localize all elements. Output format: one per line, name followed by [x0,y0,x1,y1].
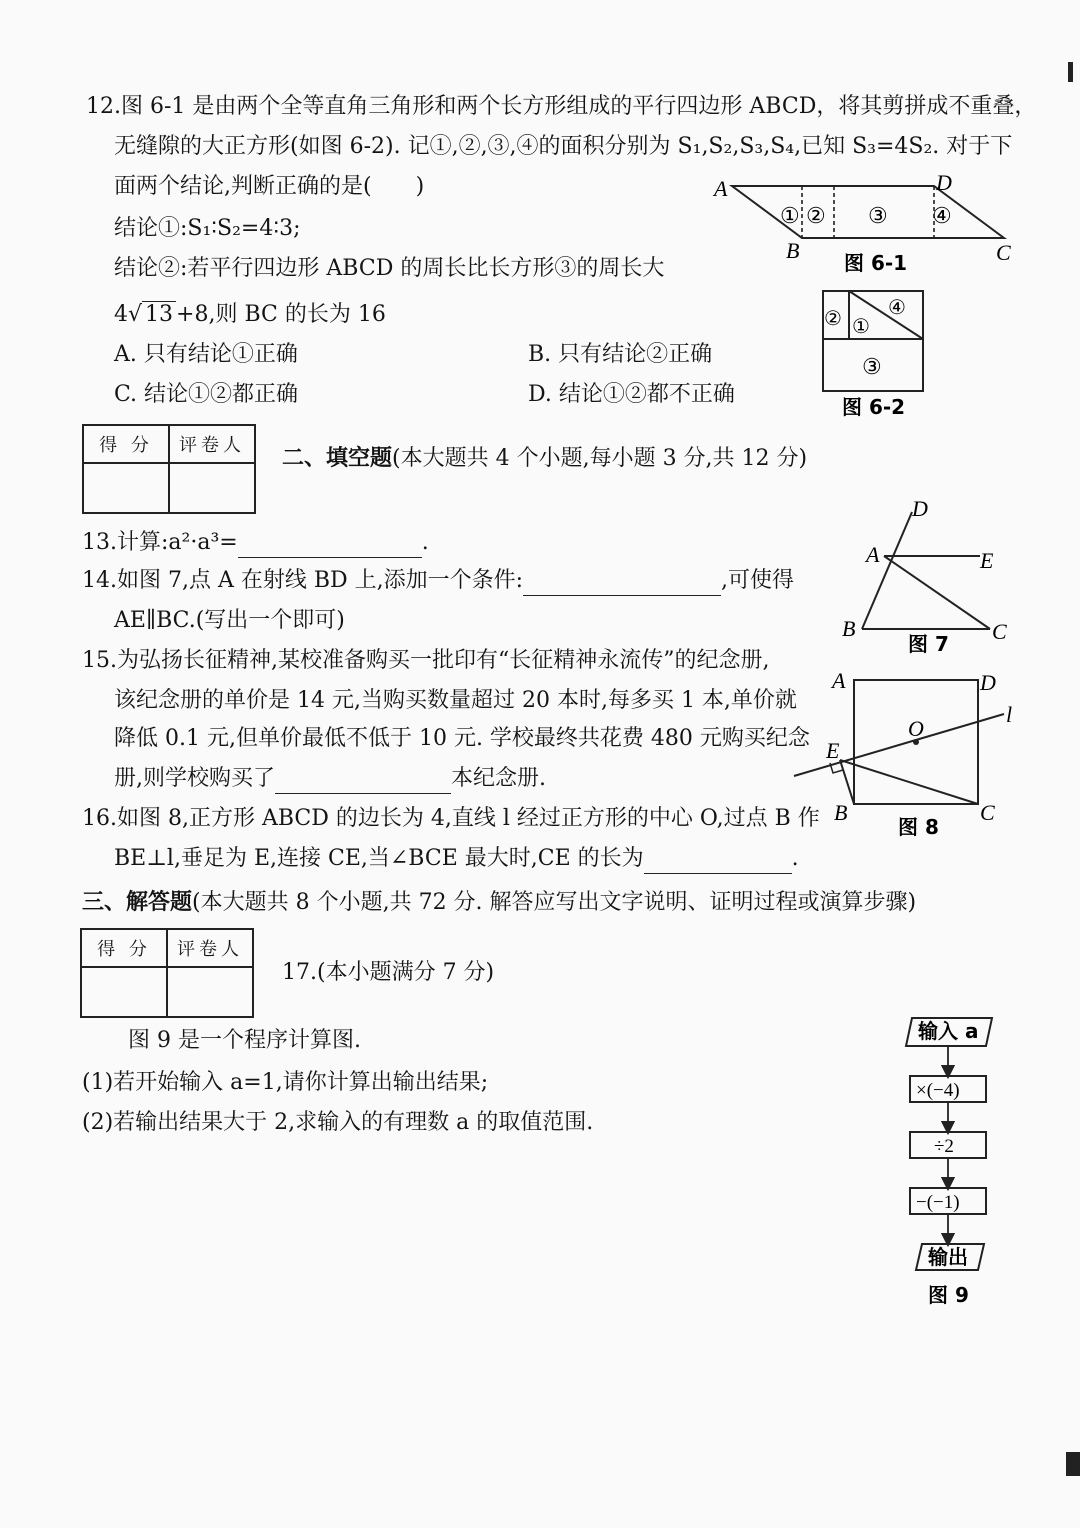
q12-radicand: 13 [142,301,176,327]
fig61-caption: 图 6-1 [844,251,908,275]
score-cell[interactable] [81,967,167,1017]
score-table-section-3 [80,928,254,1018]
fig7-label-a: A [866,542,880,567]
q12-line-3: 面两个结论,判断正确的是( ) [114,174,425,199]
q15-line-1: 15.为弘扬长征精神,某校准备购买一批印有“长征精神永流传”的纪念册, [82,648,770,673]
flow-output-label: 输出 [928,1245,968,1269]
q14-line-1 [82,566,794,596]
scan-edge-mark-bottom [1066,1452,1080,1476]
segment-be [840,760,854,804]
q15-answer-blank[interactable] [275,771,451,794]
fig61-label-a: A [714,176,728,201]
q14-text: 14.如图 7,点 A 在射线 BD 上,添加一个条件: [82,568,524,593]
section-3-title: 三、解答题 [82,890,193,915]
q14-line-2: AE∥BC.(写出一个即可) [114,608,345,633]
q12-option-d: D. 结论①②都不正确 [528,382,735,407]
section-2-note: (本大题共 4 个小题,每小题 3 分,共 12 分) [392,446,808,471]
fig8-label-d: D [980,670,996,695]
fig62-region-2: ② [824,308,842,330]
grader-cell[interactable] [167,967,253,1017]
q14-text-end: ,可使得 [721,568,795,593]
q12-option-a: A. 只有结论①正确 [114,342,298,367]
score-header: 得 分 [81,929,167,967]
q13 [82,528,429,558]
segment-ac [884,556,990,629]
fig7-label-e: E [980,548,994,573]
q15-line-3: 降低 0.1 元,但单价最低不低于 10 元. 学校最终共花费 480 元购买纪念 [114,726,810,751]
grader-header: 评卷人 [169,425,255,463]
fig8-label-c: C [980,800,995,825]
figure-8 [790,664,1030,844]
scan-edge-mark-top [1068,62,1073,82]
fig62-caption: 图 6-2 [842,395,906,419]
q16-line-2 [114,844,799,874]
q12-option-b: B. 只有结论②正确 [528,342,713,367]
q15-line-2: 该纪念册的单价是 14 元,当购买数量超过 20 本时,每多买 1 本,单价就 [114,688,797,713]
flow-step-2: ÷2 [934,1136,954,1157]
fig7-label-d: D [912,496,928,521]
q12-conclusion-1: 结论①:S₁∶S₂=4∶3; [114,216,301,241]
fig8-label-a: A [832,668,846,693]
flow-input-label: 输入 a [918,1019,979,1043]
figure-7 [840,496,1040,656]
q17-part-1: (1)若开始输入 a=1,请你计算出输出结果; [82,1070,489,1095]
section-3-note: (本大题共 8 个小题,共 72 分. 解答应写出文字说明、证明过程或演算步骤) [192,890,917,915]
fig9-caption: 图 9 [928,1283,969,1307]
score-table-section-2 [82,424,256,514]
q15-line-4 [114,764,546,794]
q12-coeff: 4 [114,302,128,327]
grader-cell[interactable] [169,463,255,513]
fig8-caption: 图 8 [898,815,939,839]
fig7-label-c: C [992,619,1007,644]
section-2-heading [282,444,807,474]
q12-conclusion-2: 结论②:若平行四边形 ABCD 的周长比长方形③的周长大 [114,256,665,281]
fig61-region-2: ② [806,203,826,228]
fig8-label-o: O [908,716,924,741]
flow-step-3: −(−1) [916,1192,960,1213]
q14-answer-blank[interactable] [523,573,721,596]
q15-text: 册,则学校购买了 [114,766,275,791]
score-header: 得 分 [83,425,169,463]
fig61-label-b: B [786,238,800,263]
q13-answer-blank[interactable] [238,535,422,558]
section-2-title: 二、填空题 [282,446,393,471]
fig8-label-e: E [826,738,840,763]
q16-text: BE⊥l,垂足为 E,连接 CE,当∠BCE 最大时,CE 的长为 [114,846,644,871]
q12-option-c: C. 结论①②都正确 [114,382,299,407]
q13-text: 13.计算:a²·a³= [82,530,238,555]
figure-6-2 [820,288,930,428]
fig62-region-1: ① [852,316,870,338]
q13-end: . [421,530,429,555]
q17-intro: 图 9 是一个程序计算图. [128,1028,361,1053]
q16-line-1: 16.如图 8,正方形 ABCD 的边长为 4,直线 l 经过正方形的中心 O,过点 B 作 [82,806,820,831]
fig7-label-b: B [842,616,856,641]
fig62-region-4: ④ [888,297,906,319]
q12-line-2: 无缝隙的大正方形(如图 6-2). 记①,②,③,④的面积分别为 S₁,S₂,S₃,S₄,已知 S₃=4S₂. 对于下 [114,134,1013,159]
fig61-label-d: D [936,170,952,195]
fig62-region-3: ③ [862,354,882,379]
q12-conclusion-2-cont [114,300,386,330]
sqrt-symbol: √ [128,302,143,327]
fig61-region-1: ① [780,203,800,228]
figure-6-1 [700,170,1030,280]
figure-9-flowchart [900,1010,1010,1310]
q12-line-1: 12.图 6-1 是由两个全等直角三角形和两个长方形组成的平行四边形 ABCD，将其剪拼成不重叠， [86,94,1037,119]
q17-part-2: (2)若输出结果大于 2,求输入的有理数 a 的取值范围. [82,1110,594,1135]
q16-answer-blank[interactable] [644,851,792,874]
score-cell[interactable] [83,463,169,513]
fig7-caption: 图 7 [908,632,949,656]
fig61-region-4: ④ [932,203,952,228]
q17-title: 17.(本小题满分 7 分) [282,960,495,985]
q15-text-end: 本纪念册. [451,766,546,791]
flow-step-1: ×(−4) [916,1080,960,1101]
section-3-heading [82,888,916,918]
q16-end: . [791,846,799,871]
segment-ce [840,760,978,804]
q12-cont-text: +8,则 BC 的长为 16 [176,302,386,327]
fig61-region-3: ③ [868,203,888,228]
fig8-label-b: B [834,800,848,825]
fig61-label-c: C [996,240,1011,265]
fig8-label-l: l [1006,702,1013,727]
grader-header: 评卷人 [167,929,253,967]
